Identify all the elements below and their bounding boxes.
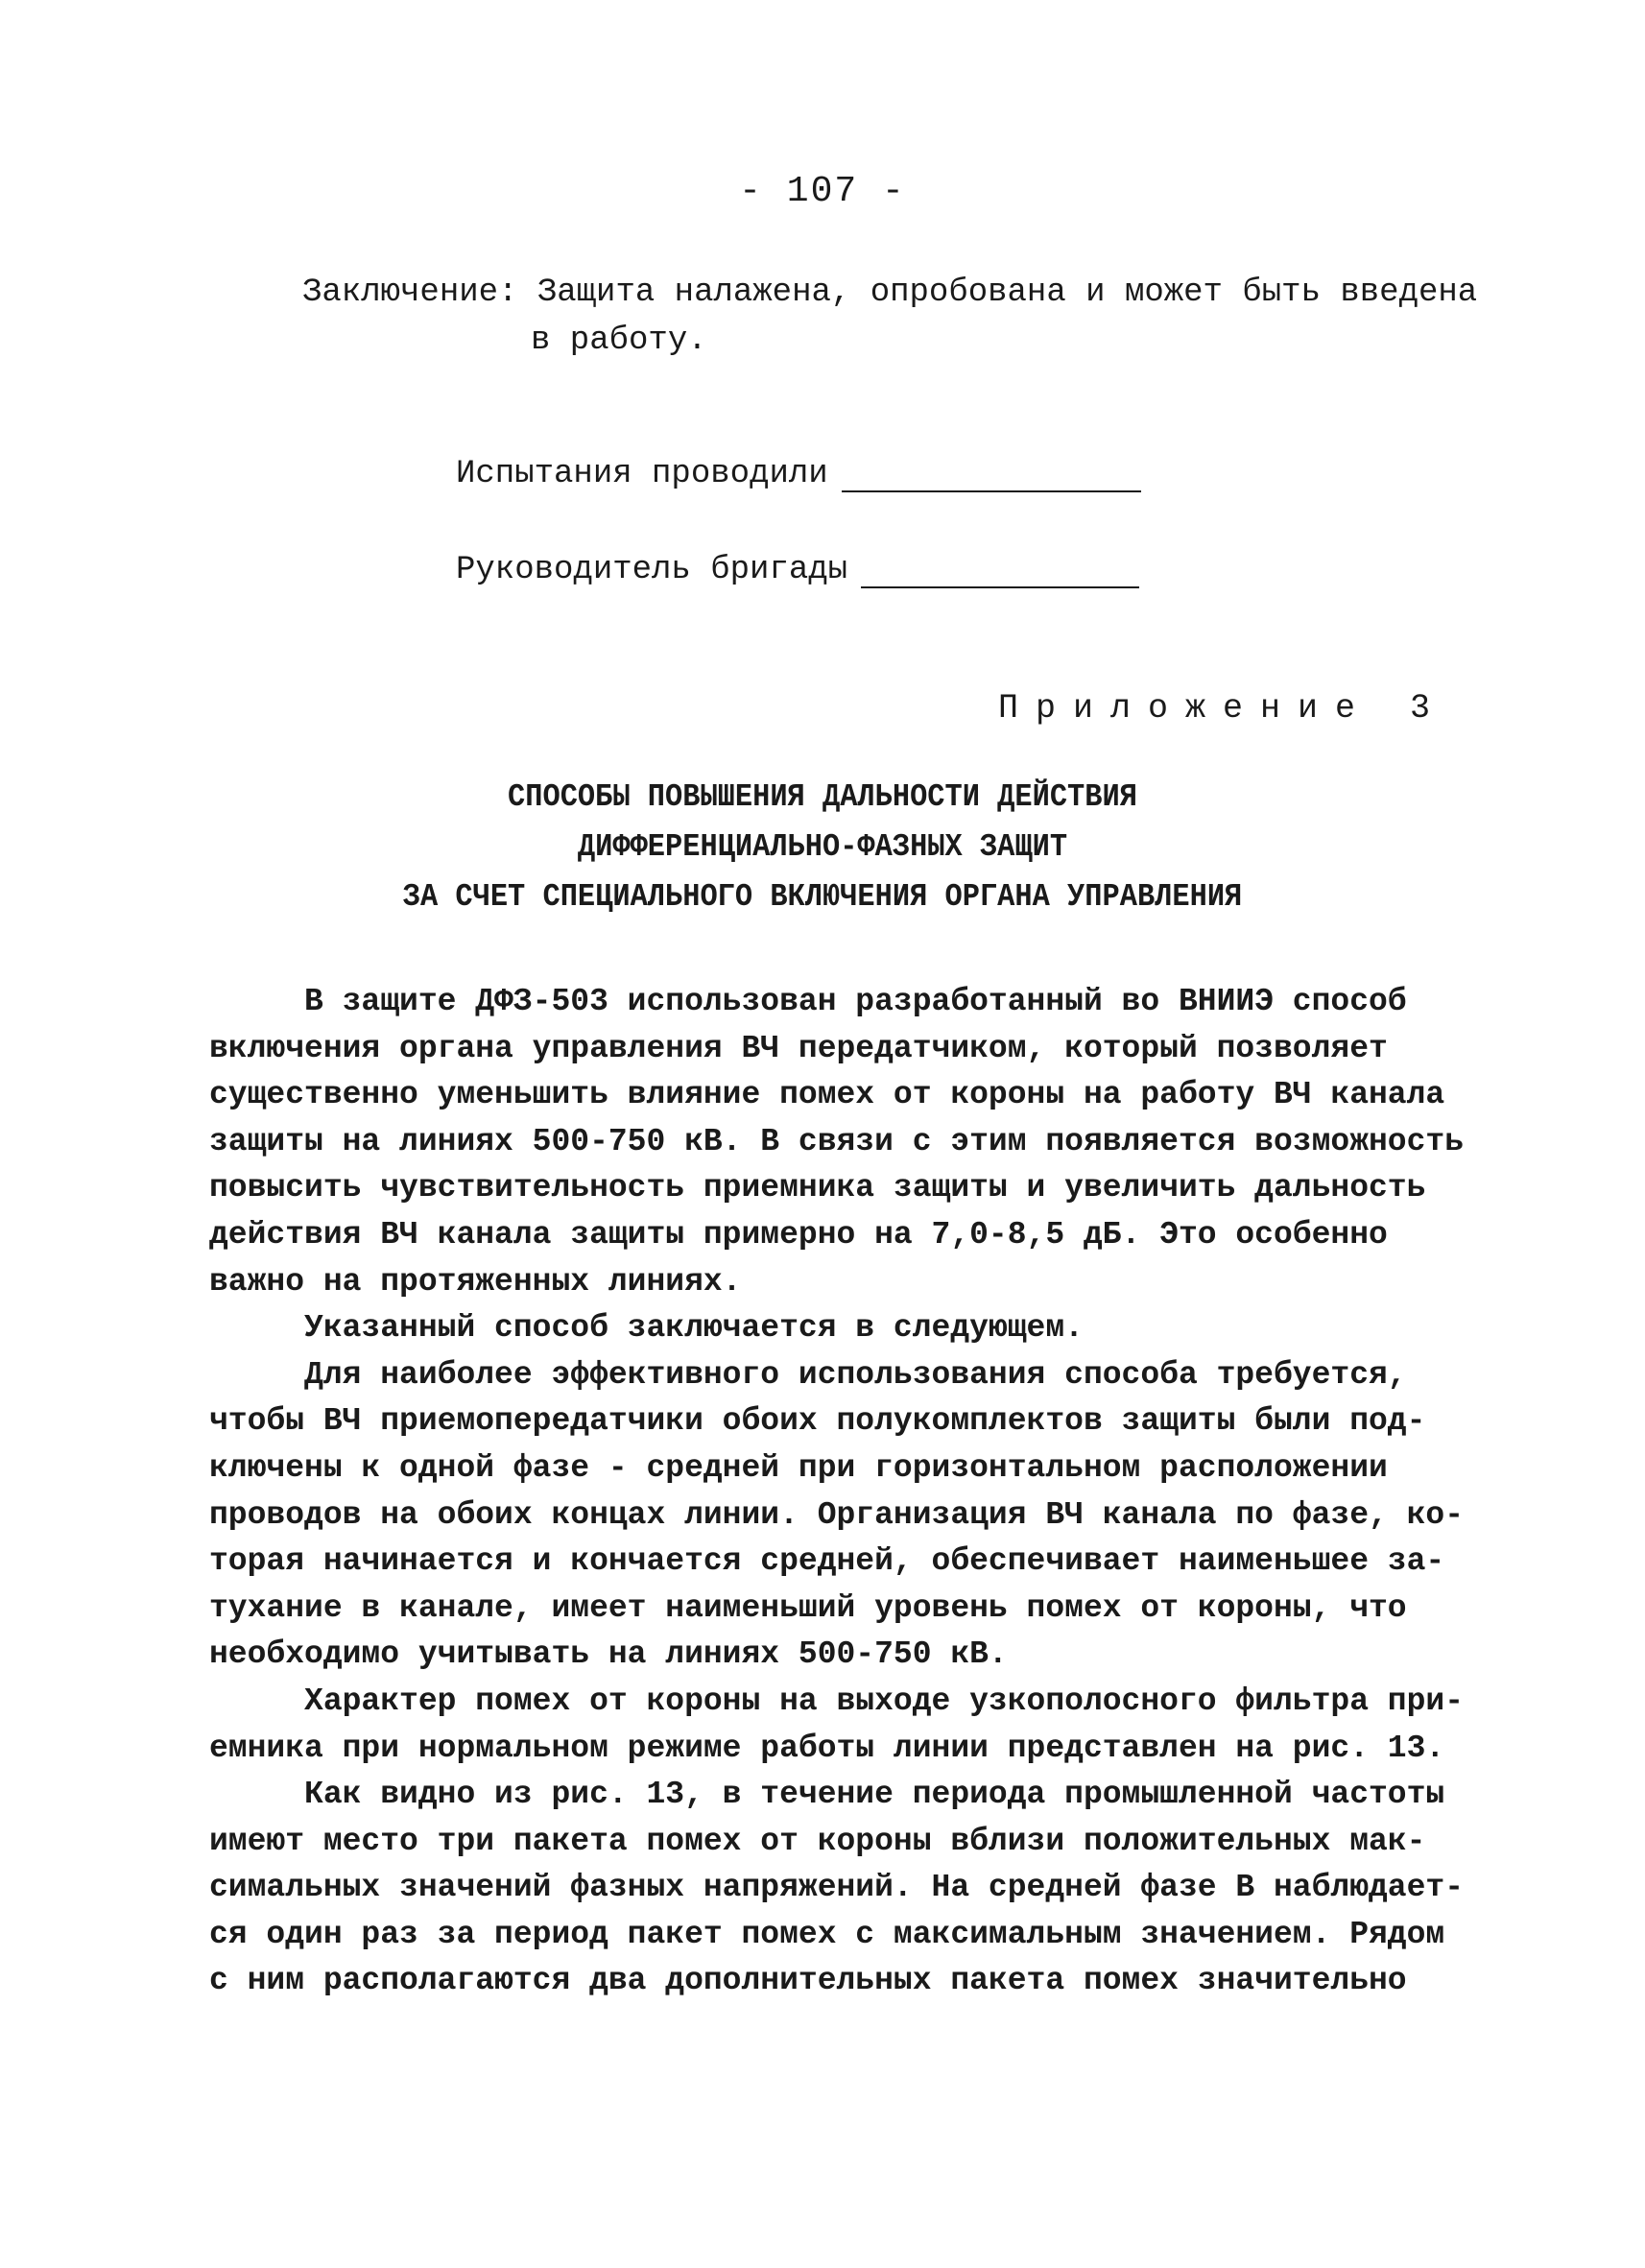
signature-brigade-head-label: Руководитель бригады [456, 552, 848, 588]
body-line: Для наиболее эффективного использования способа требуется, [209, 1356, 1407, 1393]
body-line: Характер помех от короны на выходе узкополосного фильтра при- [209, 1683, 1465, 1719]
title-line: ЗА СЧЕТ СПЕЦИАЛЬНОГО ВКЛЮЧЕНИЯ ОРГАНА УПРАВЛЕНИЯ [402, 879, 1243, 915]
signature-tested-by-label: Испытания проводили [456, 456, 828, 492]
body-line: защиты на линиях 500-750 кВ. В связи с этим появляется возможность [209, 1123, 1465, 1159]
body-line: емника при нормальном режиме работы линии представлен на рис. 13. [209, 1730, 1445, 1766]
conclusion-label: Заключение: [302, 275, 518, 311]
body-line: действия ВЧ канала защиты примерно на 7,0-8,5 дБ. Это особенно [209, 1216, 1388, 1253]
body-line: повысить чувствительность приемника защиты и увеличить дальность [209, 1170, 1426, 1206]
signature-blank-line [861, 558, 1139, 588]
title-line: ДИФФЕРЕНЦИАЛЬНО-ФАЗНЫХ ЗАЩИТ [577, 829, 1068, 865]
page-number: - 107 - [739, 171, 906, 212]
conclusion-block [302, 269, 1477, 365]
conclusion-text-line2: в работу. [531, 322, 707, 359]
body-line: существенно уменьшить влияние помех от короны на работу ВЧ канала [209, 1077, 1445, 1113]
body-line: проводов на обоих концах линии. Организация ВЧ канала по фазе, ко- [209, 1496, 1465, 1533]
appendix-label: Приложение 3 [998, 689, 1448, 728]
body-line: имеют место три пакета помех от короны вблизи положительных мак- [209, 1823, 1426, 1859]
body-line: В защите ДФЗ-503 использован разработанный во ВНИИЭ способ [209, 984, 1407, 1019]
body-line: с ним располагаются два дополнительных пакета помех значительно [209, 1963, 1407, 1999]
body-line: важно на протяженных линиях. [209, 1263, 742, 1300]
body-line: Как видно из рис. 13, в течение периода промышленной частоты [209, 1777, 1445, 1813]
body-line: необходимо учитывать на линиях 500-750 кВ. [209, 1636, 1008, 1673]
body-line: тухание в канале, имеет наименьший уровень помех от короны, что [209, 1589, 1407, 1626]
title-line: СПОСОБЫ ПОВЫШЕНИЯ ДАЛЬНОСТИ ДЕЙСТВИЯ [508, 779, 1137, 815]
body-line: ся один раз за период пакет помех с максимальным значением. Рядом [209, 1916, 1445, 1952]
conclusion-text-line1: Защита налажена, опробована и может быть введена [536, 275, 1478, 311]
body-line: Указанный способ заключается в следующем. [209, 1310, 1084, 1347]
body-text [209, 979, 1465, 2005]
body-line: чтобы ВЧ приемопередатчики обоих полукомплектов защиты были под- [209, 1403, 1426, 1440]
body-line: торая начинается и кончается средней, обеспечивает наименьшее за- [209, 1543, 1445, 1580]
body-line: включения органа управления ВЧ передатчиком, который позволяет [209, 1030, 1388, 1066]
section-title [66, 773, 1580, 922]
signature-blank-line [842, 462, 1141, 492]
signature-brigade-head [456, 552, 1139, 588]
body-line: ключены к одной фазе - средней при горизонтальном расположении [209, 1449, 1388, 1486]
body-line: симальных значений фазных напряжений. На средней фазе В наблюдает- [209, 1870, 1465, 1906]
signature-tested-by [456, 456, 1141, 492]
